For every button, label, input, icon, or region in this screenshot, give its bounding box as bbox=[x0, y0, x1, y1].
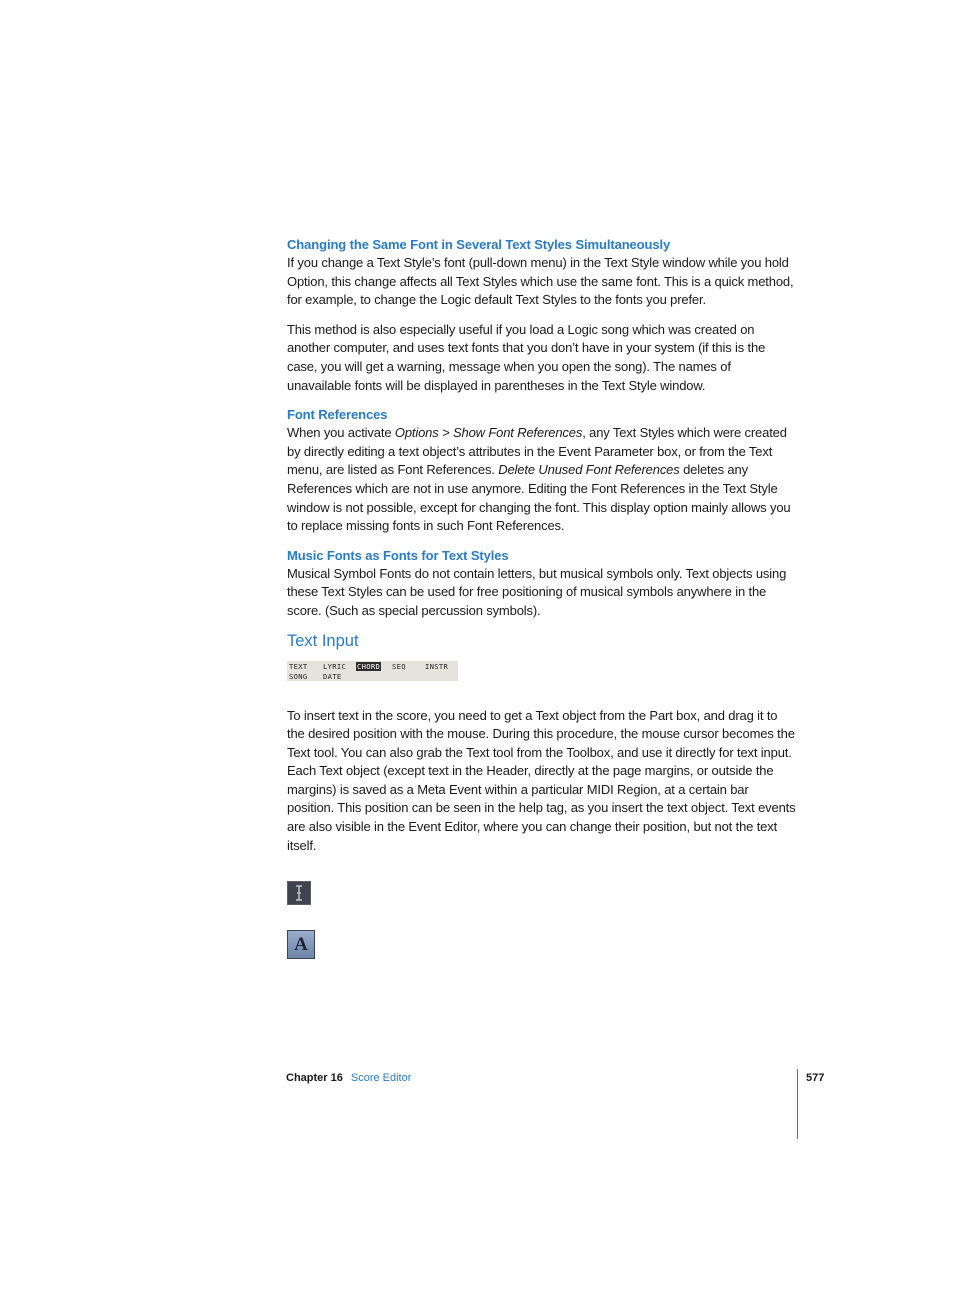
paragraph bbox=[287, 424, 797, 536]
footer-chapter-title: Score Editor bbox=[350, 1072, 412, 1084]
paragraph: This method is also especially useful if you load a Logic song which was created on another computer, and uses text fonts that you don’t have in your system (if this is the case, you will get a warning, message when you open the song). The names of unavailable fonts will be displayed in parentheses in the Text Style window. bbox=[287, 321, 766, 393]
i-beam-icon bbox=[288, 882, 310, 904]
footer-chapter: Chapter 16 bbox=[286, 1072, 343, 1084]
text-tool-icon bbox=[287, 930, 315, 959]
partbox-song-item: SONG bbox=[289, 671, 308, 681]
command-name: Delete Unused Font References bbox=[498, 462, 680, 478]
subheading-same-font: Changing the Same Font in Several Text Styles Simultaneously bbox=[287, 237, 671, 252]
text-run: When you activate bbox=[287, 425, 395, 441]
text-tool-letter: A bbox=[294, 933, 308, 955]
paragraph: Musical Symbol Fonts do not contain letters, but musical symbols only. Text objects using these Text Styles can be used for free positioning of musical symbols anywhere in the score. (Such as special percussion symbols). bbox=[287, 565, 787, 618]
text-cursor-icon bbox=[287, 881, 311, 905]
part-box-text-strip bbox=[287, 661, 458, 681]
paragraph: To insert text in the score, you need to get a Text object from the Part box, and drag it to the desired position with the mouse. During this procedure, the mouse cursor becomes the Text tool. You can also grab the Text tool from the Toolbox, and use it directly for text input. Each Text object (except text in the Header, directly at the page margins, or outside the margins) is saved as a Meta Event within a particular MIDI Region, at a certain bar position. This position can be seen in the help tag, as you insert the text object. Text events are also visible in the Event Editor, where you can change their position, but not the text itself. bbox=[287, 707, 796, 853]
partbox-date-item: DATE bbox=[323, 671, 342, 681]
text-run: deletes any References which are not in use anymore. Editing the Font References in the Text Style window is not possible, except for changing the font. This display option mainly allows you to replace missing fonts in such Font References. bbox=[287, 462, 791, 534]
subheading-music-fonts: Music Fonts as Fonts for Text Styles bbox=[287, 547, 509, 563]
paragraph: If you change a Text Style’s font (pull-down menu) in the Text Style window while you hold Option, this change affects all Text Styles which use the same font. This is a quick method, for example, to change the Logic default Text Styles to the fonts you prefer. bbox=[287, 255, 794, 308]
partbox-chord-item: CHORD bbox=[357, 661, 381, 671]
partbox-seq-item: SEQ bbox=[392, 661, 406, 671]
partbox-lyric-item: LYRIC bbox=[323, 661, 347, 671]
text-run: , any Text Styles which were created by directly editing a text object’s attributes in the Event Parameter box, or from the Text menu, are listed as Font References. bbox=[287, 425, 787, 478]
menu-path: Options > Show Font References bbox=[394, 425, 583, 441]
section-title-text-input: Text Input bbox=[287, 631, 359, 650]
page-footer bbox=[286, 1071, 411, 1085]
footer-divider bbox=[797, 1069, 798, 1139]
page-content bbox=[287, 236, 797, 855]
partbox-instr-item: INSTR bbox=[425, 661, 449, 671]
page-number: 577 bbox=[806, 1072, 825, 1084]
section-font-references bbox=[287, 406, 797, 536]
section-music-fonts bbox=[287, 547, 797, 621]
subheading-font-references: Font References bbox=[287, 407, 388, 423]
partbox-text-item: TEXT bbox=[289, 661, 308, 671]
